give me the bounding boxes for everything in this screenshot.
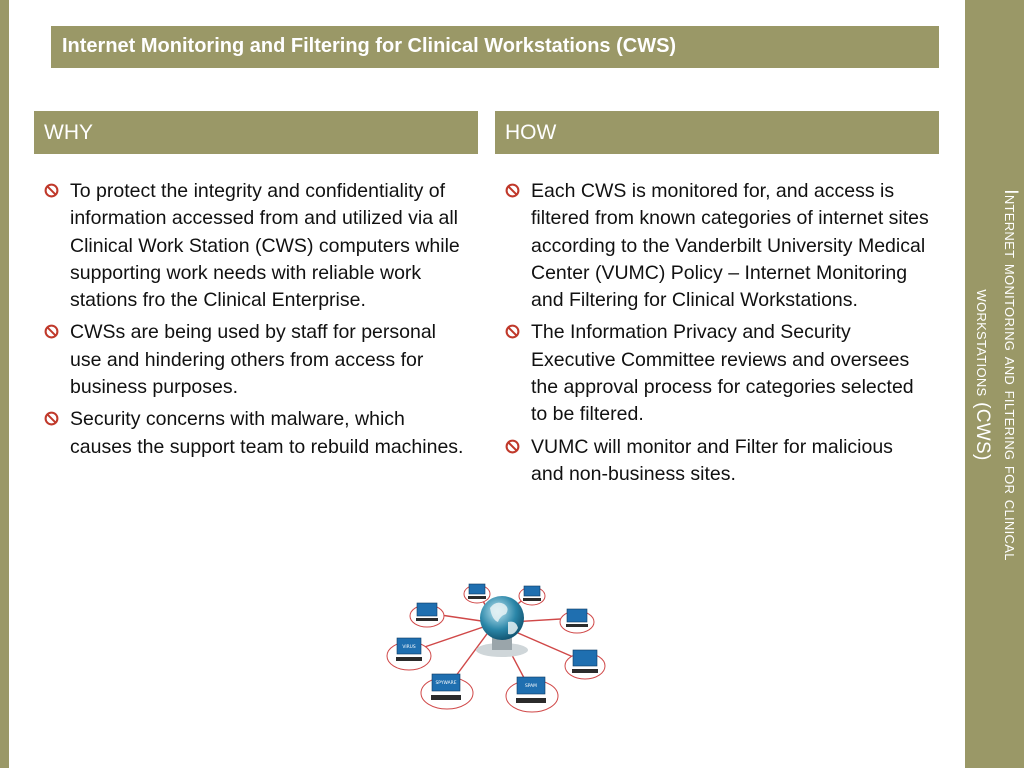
how-item-3-text: VUMC will monitor and Filter for malicious and non-business sites. <box>531 435 893 485</box>
why-item-3 <box>44 406 469 461</box>
screen-label-virus: VIRUS <box>402 645 416 650</box>
side-title-line1: Internet monitoring and filtering for clinical <box>1000 189 1021 561</box>
no-entry-bullet-icon <box>505 324 520 339</box>
how-item-2-text: The Information Privacy and Security Executive Committee reviews and oversees the approval process for categories selected to be filtered. <box>531 321 914 426</box>
side-title-line2: workstations (CWS) <box>972 289 993 461</box>
screen-label-spam: SPAM <box>525 684 537 689</box>
how-item-2 <box>505 319 930 428</box>
slide-title: Internet Monitoring and Filtering for Clinical Workstations (CWS) <box>51 26 939 68</box>
screen-label-spyware: SPYWARE <box>435 681 457 686</box>
no-entry-bullet-icon <box>505 439 520 454</box>
why-list <box>44 178 469 466</box>
how-item-3 <box>505 434 930 489</box>
why-item-2-text: CWSs are being used by staff for personal use and hindering others from access for business purposes. <box>70 321 436 399</box>
how-list <box>505 178 930 493</box>
why-item-1-text: To protect the integrity and confidentiality of information accessed from and utilized via all Clinical Work Station (CWS) computers while supporting work needs with reliable work stations fro the Clinical Enterprise. <box>70 180 460 312</box>
network-globe-computers-icon <box>382 578 608 728</box>
no-entry-bullet-icon <box>44 324 59 339</box>
why-item-1 <box>44 178 469 314</box>
how-heading: HOW <box>495 111 939 154</box>
no-entry-bullet-icon <box>44 183 59 198</box>
how-item-1-text: Each CWS is monitored for, and access is filtered from known categories of internet sites according to the Vanderbilt University Medical Center (VUMC) Policy – Internet Monitoring and Filtering for Clinical Workstations. <box>531 180 929 312</box>
side-title <box>965 0 1024 768</box>
no-entry-bullet-icon <box>505 183 520 198</box>
why-item-2 <box>44 319 469 401</box>
no-entry-bullet-icon <box>44 411 59 426</box>
why-item-3-text: Security concerns with malware, which causes the support team to rebuild machines. <box>70 408 464 458</box>
left-accent-bar <box>0 0 9 768</box>
how-item-1 <box>505 178 930 314</box>
why-heading: WHY <box>34 111 478 154</box>
